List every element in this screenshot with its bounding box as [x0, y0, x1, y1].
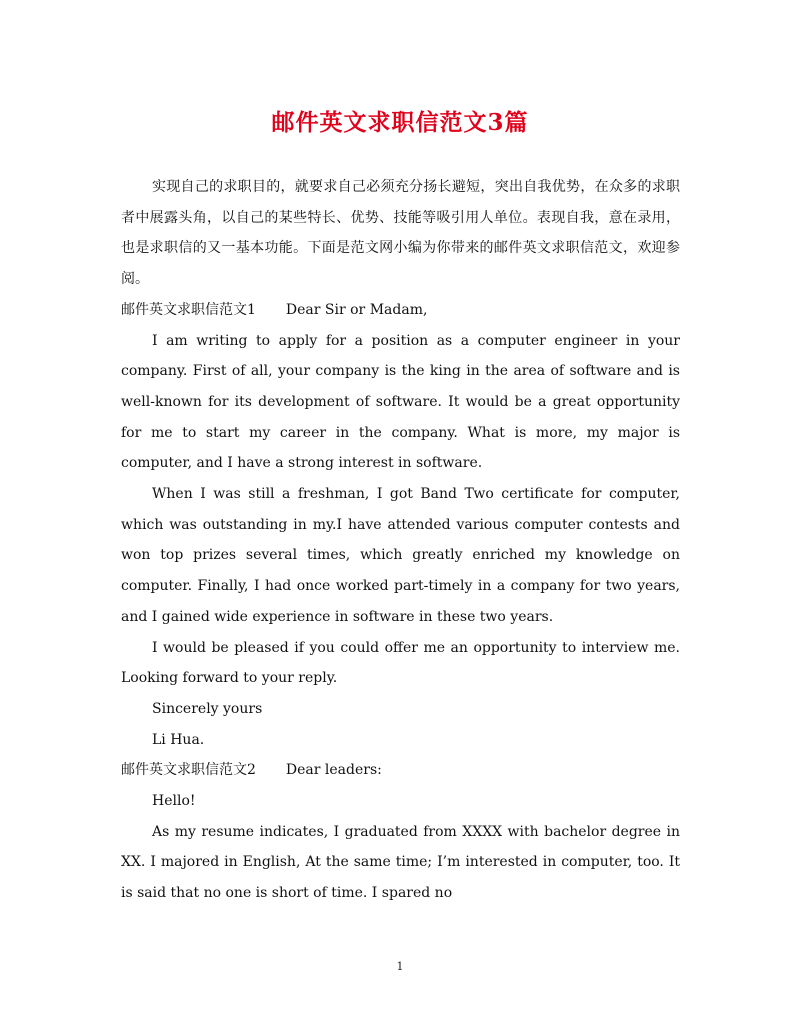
letter2-heading: 邮件英文求职信范文2: [121, 762, 256, 779]
letter1-heading: 邮件英文求职信范文1: [121, 301, 256, 318]
letter2-heading-line: [121, 755, 680, 786]
letter1-greeting: Dear Sir or Madam,: [285, 301, 428, 318]
letter1-signature: Li Hua.: [152, 731, 205, 748]
letter1-closing: Sincerely yours: [152, 700, 263, 717]
intro-paragraph: 实现自己的求职目的，就要求自己必须充分扬长避短，突出自我优势，在众多的求职者中展露头角，以自己的某些特长、优势、技能等吸引用人单位。表现自我，意在录用，也是求职信的又一基本功能。下面是范文网小编为你带来的邮件英文求职信范文，欢迎参阅。: [121, 179, 680, 288]
letter2-hello: Hello!: [152, 793, 196, 810]
page-number: 1: [396, 960, 404, 973]
letter1-paragraph-3: I would be pleased if you could offer me an opportunity to interview me. Looking forward to your reply.: [121, 639, 680, 687]
letter2-paragraph-1: As my resume indicates, I graduated from XXXX with bachelor degree in XX. I majored in English, At the same time; I’m interested in computer, too. It is said that no one is short of time. I spared no: [121, 823, 680, 902]
letter1-heading-line: [121, 295, 680, 326]
document-body: [121, 172, 680, 909]
letter1-paragraph-2: When I was still a freshman, I got Band Two certificate for computer, which was outstanding in my.I have attended various computer contests and won top prizes several times, which greatly enriched my knowledge on computer. Finally, I had once worked part-timely in a company for two years, and I gained wide experience in software in these two years.: [121, 486, 680, 625]
letter2-greeting: Dear leaders:: [285, 762, 382, 779]
letter1-paragraph-1: I am writing to apply for a position as a computer engineer in your company. First of all, your company is the king in the area of software and is well-known for its development of software. It would be a great opportunity for me to start my career in the company. What is more, my major is computer, and I have a strong interest in software.: [121, 332, 680, 472]
document-title: 邮件英文求职信范文3篇: [271, 109, 529, 136]
